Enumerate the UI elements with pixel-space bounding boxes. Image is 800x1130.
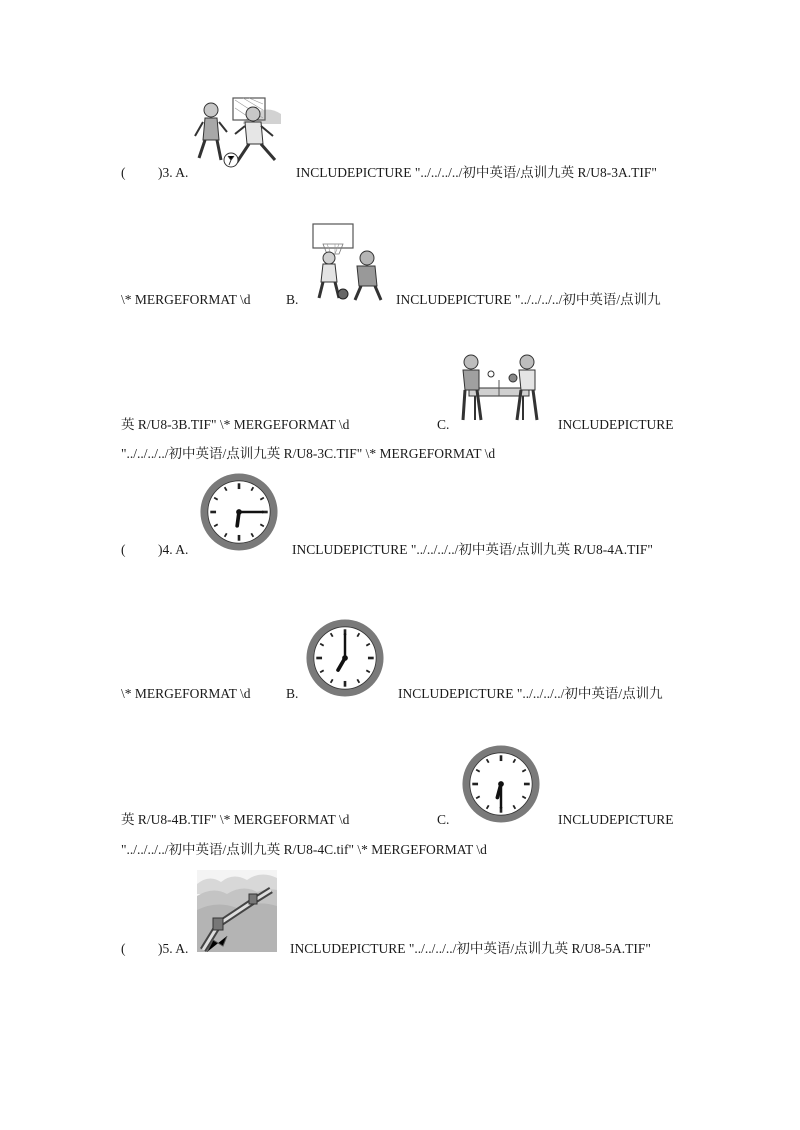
soccer-players-image [193,94,283,172]
q4-field-a: INCLUDEPICTURE "../../../../初中英语/点训九英 R/U8-4A.TIF" [292,542,653,557]
q4-field-c: INCLUDEPICTURE [558,812,674,827]
q4-field-b: INCLUDEPICTURE "../../../../初中英语/点训九 [398,686,663,701]
q3-format-switch: \* MERGEFORMAT \d [121,292,251,307]
clock-center [236,509,242,515]
clock-u8-4b [304,617,386,699]
q5-field-a: INCLUDEPICTURE "../../../../初中英语/点训九英 R/U8-5A.TIF" [290,941,651,956]
q4-option-c: C. [437,812,450,827]
q3-option-b: B. [286,292,299,307]
q5-number: )5. A. [158,941,189,956]
q3-paren: ( [121,165,126,180]
clock-center [342,655,348,661]
q4-format-switch: \* MERGEFORMAT \d [121,686,251,701]
clock-u8-4c [460,743,542,825]
basketball-players-image [309,222,385,302]
q4-number: )4. A. [158,542,189,557]
q3-field-a: INCLUDEPICTURE "../../../../初中英语/点训九英 R/U8-3A.TIF" [296,165,657,180]
q4-field-c-path: "../../../../初中英语/点训九英 R/U8-4C.tif" \* MERGEFORMAT \d [121,842,487,857]
q5-paren: ( [121,941,126,956]
clock-center [498,781,504,787]
q3-field-b: INCLUDEPICTURE "../../../../初中英语/点训九 [396,292,661,307]
ping-pong-players-image [459,348,539,428]
q3-field-c-path: "../../../../初中英语/点训九英 R/U8-3C.TIF" \* MERGEFORMAT \d [121,446,496,461]
q4-format-tail-b: 英 R/U8-4B.TIF" \* MERGEFORMAT \d [121,812,350,827]
q4-paren: ( [121,542,126,557]
q3-number: )3. A. [158,165,189,180]
clock-u8-4a [198,471,280,553]
q3-field-c: INCLUDEPICTURE [558,417,674,432]
q3-format-tail-b: 英 R/U8-3B.TIF" \* MERGEFORMAT \d [121,417,350,432]
q3-option-c: C. [437,417,450,432]
q4-option-b: B. [286,686,299,701]
great-wall-image [197,870,277,952]
